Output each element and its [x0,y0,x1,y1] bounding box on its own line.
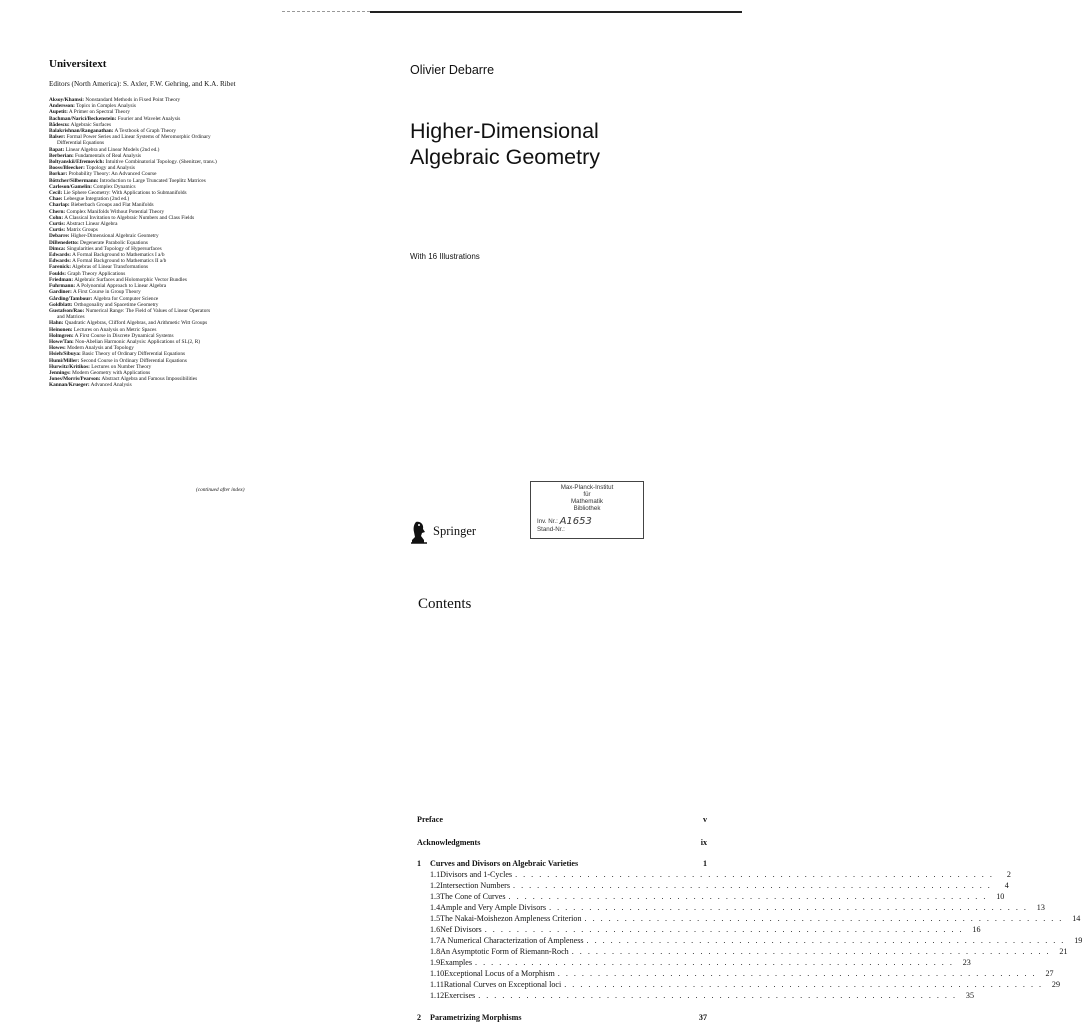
stamp-inv-label: Inv. Nr.: [537,518,558,525]
toc-entry [417,947,1068,957]
series-item-title: Linear Algebra and Linear Models (2nd ed.) [65,146,160,153]
toc-title: Examples [440,958,473,967]
toc-number: 1.2 [430,881,441,890]
series-item-author: Aksoy/Khamsi: [49,97,85,103]
scan-artifact-line [370,11,742,13]
toc-title: Ample and Very Ample Divisors [440,903,547,912]
toc-title: Intersection Numbers [440,881,511,890]
toc-page: 23 [962,958,971,967]
toc-title: Divisors and 1-Cycles [440,870,513,879]
series-item-title: Complex Dynamics [93,183,136,190]
toc-title: The Cone of Curves [440,892,506,901]
series-item-author: Balser: [49,134,66,141]
series-item-author: Balakrishnan/Ranganathan: [49,128,114,135]
toc-title: Curves and Divisors on Algebraic Varieties [430,859,579,868]
toc-title: Nef Divisors [440,925,482,934]
series-item-title: Abstract Linear Algebra [66,221,118,228]
stamp-line-1: Max-Planck-Institut [560,484,614,491]
series-item-title: Algebraic Surfaces [70,121,112,128]
toc-page: 13 [1036,903,1045,912]
series-item-title: Numerical Range: The Field of Values of Linear Operators [85,307,211,314]
series-item-author: Edwards: [49,252,72,259]
toc-title: An Asymptotic Form of Riemann-Roch [440,947,569,956]
toc-leader: . . . . . . . . . . . . . . . . . . . . . . . . . . . . . . . . . . . . . . . . . . . . . . . . . . . . . . . . . . . . [478,991,957,1000]
series-item-title: Introduction to Large Truncated Toeplitz Matrices [99,177,206,184]
toc-title: A Numerical Characterization of Ampleness [440,936,584,945]
series-item-author: Bădescu: [49,121,70,128]
toc-page: 21 [1059,947,1068,956]
series-item-title: Topics in Complex Analysis [76,103,136,110]
series-item-title: Degenerate Parabolic Equations [80,239,148,246]
series-item-title: Lebesgue Integration (2nd ed.) [63,196,130,203]
series-item-title: Topology and Analysis [86,165,135,172]
series-item-title: Complex Manifolds Without Potential Theory [66,208,165,215]
series-item-author: Cecil: [49,190,63,197]
series-item-author: Böttcher/Silbermann: [49,177,99,184]
toc-title: Exercises [444,991,476,1000]
series-item-author: Booss/Bleecker: [49,165,85,172]
series-item-author: Berberian: [49,152,74,159]
series-title: Universitext [49,58,107,70]
series-item-continuation: Differential Equations [57,140,105,147]
toc-entry [417,958,971,968]
series-item-title: Formal Power Series and Linear Systems of Meromorphic Ordinary [66,134,211,141]
toc-number: 1 [417,859,422,868]
series-item-title: Fundamentals of Real Analysis [75,152,142,159]
series-item-author: Hsieh/Sibuya: [49,351,81,358]
toc-leader: . . . . . . . . . . . . . . . . . . . . . . . . . . . . . . . . . . . . . . . . . . . . . . . . . . . . . . . . . . . . [549,903,1028,912]
series-item-author: Bachman/Narici/Beckenstein: [49,115,117,122]
toc-page: 14 [1072,914,1081,923]
toc-leader: . . . . . . . . . . . . . . . . . . . . . . . . . . . . . . . . . . . . . . . . . . . . . . . . . . . . . . . . . . . . [584,914,1064,923]
toc-entry [417,980,1061,990]
series-item-author: Edwards: [49,258,72,265]
toc-entry [417,815,707,825]
toc-leader: . . . . . . . . . . . . . . . . . . . . . . . . . . . . . . . . . . . . . . . . . . . . . . . . . . . . . . . . . . . . [564,980,1044,989]
series-item-author: Cohn: [49,214,64,221]
series-item-title: Matrix Groups [66,227,98,234]
toc-entry [417,936,1082,946]
series-item-title: Probability Theory: An Advanced Course [68,171,157,178]
series-item-author: Howes: [49,345,66,352]
series-item-author: Curtis: [49,221,66,228]
series-item-title: Second Course in Ordinary Differential Equations [80,357,187,364]
series-item-title: Fourier and Wavelet Analysis [117,115,181,122]
series-item-author: Andersson: [49,103,75,110]
toc-entry [417,838,707,848]
toc-entry [417,903,1045,913]
continued-note: (continued after index) [196,487,245,493]
toc-number: 1.9 [430,958,441,967]
series-item-author: Gardiner: [49,289,72,296]
series-item-title: Modern Analysis and Topology [67,345,134,352]
series-item-author: Jones/Morris/Pearson: [49,376,101,383]
toc-page: 1 [702,859,707,868]
series-item-author: Chern: [49,208,66,215]
library-stamp [530,481,644,539]
series-item-title: A Formal Background to Mathematics II a/b [72,258,167,265]
series-item-title: Quadratic Algebras, Clifford Algebras, and Arithmetic Witt Groups [64,320,208,327]
series-item-title: Non-Abelian Harmonic Analysis: Applications of SL(2, R) [75,338,201,345]
series-item-title: A Textbook of Graph Theory [114,128,177,135]
series-item-author: Bapat: [49,146,65,153]
series-item-author: Hurwitz/Kritikos: [49,363,90,370]
book-author: Olivier Debarre [410,63,495,77]
series-item-author: Gustafson/Rao: [49,307,85,314]
series-item-title: Nonstandard Methods in Fixed Point Theory [85,97,181,103]
toc-page: 35 [965,991,974,1000]
series-item-author: Hahn: [49,320,64,327]
series-item-author: Curtis: [49,227,66,234]
series-item-title: A Classical Invitation to Algebraic Numbers and Class Fields [64,214,195,221]
springer-knight-icon [409,520,429,544]
toc-page: 16 [972,925,981,934]
series-item-title: Lectures on Number Theory [91,363,152,370]
toc-number: 1.6 [430,925,441,934]
toc-entry [417,914,1081,924]
series-item-author: Aupetit: [49,109,68,116]
toc-number: 1.12 [430,991,445,1000]
toc-leader: . . . . . . . . . . . . . . . . . . . . . . . . . . . . . . . . . . . . . . . . . . . . . . . . . . . . . . . . . . . . [557,969,1037,978]
toc-entry [417,991,974,1001]
series-item-title: Abstract Algebra and Famous Impossibilities [101,376,198,383]
series-item-title: A First Course in Discrete Dynamical Systems [74,332,174,339]
series-item-title: Algebraic Surfaces and Holomorphic Vector Bundles [74,276,187,283]
stamp-inventory [537,515,592,526]
series-item-author: Howe/Tan: [49,338,74,345]
toc-leader: . . . . . . . . . . . . . . . . . . . . . . . . . . . . . . . . . . . . . . . . . . . . . . . . . . . . . . . . . . . . [571,947,1051,956]
toc-leader: . . . . . . . . . . . . . . . . . . . . . . . . . . . . . . . . . . . . . . . . . . . . . . . . . . . . . . . . . . . . [515,870,994,879]
toc-page: 10 [996,892,1005,901]
toc-number: 1.4 [430,903,441,912]
toc-title: Acknowledgments [417,838,481,847]
book-title [410,118,600,170]
series-item-title: Orthogonality and Spacetime Geometry [73,301,159,308]
stamp-line-2: für [583,491,591,498]
series-item-title: Algebras of Linear Transformations [72,264,149,271]
series-item-title: Modern Geometry with Applications [72,369,151,376]
series-item-author: Jennings: [49,369,71,376]
book-title-line-2: Algebraic Geometry [410,145,600,169]
series-item-author: Holmgren: [49,332,74,339]
toc-entry [417,925,981,935]
toc-page: 37 [698,1013,707,1022]
toc-title: Preface [417,815,443,824]
series-item-author: Charlap: [49,202,70,209]
series-item-author: Gårding/Tambour: [49,295,93,302]
series-item-author: Kannan/Krueger: [49,382,90,389]
toc-number: 1.11 [430,980,444,989]
series-item-author: Chae: [49,196,63,203]
series-item-title: Graph Theory Applications [67,270,126,277]
toc-leader: . . . . . . . . . . . . . . . . . . . . . . . . . . . . . . . . . . . . . . . . . . . . . . . . . . . . . . . . . . . . [475,958,954,967]
toc-number: 1.10 [430,969,445,978]
scan-artifact-dash [282,11,370,13]
toc-number: 2 [417,1013,422,1022]
toc-page: 27 [1045,969,1054,978]
toc-leader: . . . . . . . . . . . . . . . . . . . . . . . . . . . . . . . . . . . . . . . . . . . . . . . . . . . . . . . . . . . . [513,881,992,890]
series-editors: Editors (North America): S. Axler, F.W. Gehring, and K.A. Ribet [49,80,236,88]
toc-entry [417,1013,707,1023]
series-item-author: Goldblatt: [49,301,73,308]
publisher-name: Springer [433,524,477,538]
series-item-author: Heinonen: [49,326,73,333]
series-item-author: DiBenedetto: [49,239,79,246]
series-item-author: Fuhrmann: [49,283,76,290]
toc-leader: . . . . . . . . . . . . . . . . . . . . . . . . . . . . . . . . . . . . . . . . . . . . . . . . . . . . . . . . . . . . [484,925,964,934]
toc-number: 1.1 [430,870,441,879]
illustrations-note: With 16 Illustrations [410,252,480,261]
series-item-title: A Polynomial Approach to Linear Algebra [76,283,167,290]
stamp-inv-number: A1653 [559,516,592,527]
series-item-title: Lie Sphere Geometry: With Applications to Submanifolds [63,190,187,197]
toc-title: Rational Curves on Exceptional loci [443,980,562,989]
series-item-title: Lectures on Analysis on Metric Spaces [73,326,157,333]
series-item-continuation: and Matrices [57,314,85,321]
series-book-list [49,97,294,389]
stamp-line-3: Mathematik [571,498,603,505]
toc-number: 1.7 [430,936,441,945]
toc-entry [417,859,707,869]
series-item-title: Basic Theory of Ordinary Differential Equations [82,351,186,358]
toc-page: 4 [1004,881,1009,890]
toc-page: v [702,815,707,824]
series-item-author: Debarre: [49,233,70,240]
book-title-line-1: Higher-Dimensional [410,119,599,143]
toc-title: Parametrizing Morphisms [430,1013,522,1022]
stamp-stand [537,526,565,533]
toc-entry [417,881,1009,891]
series-item-author: Carleson/Gamelin: [49,183,92,190]
toc-page: ix [700,838,707,847]
series-item-author: Humi/Miller: [49,357,80,364]
series-item-title: Intuitive Combinatorial Topology. (Shenitzer, trans.) [105,159,217,166]
toc-leader: . . . . . . . . . . . . . . . . . . . . . . . . . . . . . . . . . . . . . . . . . . . . . . . . . . . . . . . . . . . . [586,936,1066,945]
series-item-title: Bieberbach Groups and Flat Manifolds [70,202,154,209]
stamp-line-4: Bibliothek [573,505,601,512]
series-item-title: A Formal Background to Mathematics I a/b [72,252,165,259]
series-item-title: Singularities and Topology of Hypersurfaces [66,245,162,252]
contents-heading: Contents [418,596,472,612]
stamp-stand-label: Stand-Nr.: [537,526,565,533]
toc-page: 29 [1051,980,1061,989]
series-item [49,382,294,388]
toc-leader: . . . . . . . . . . . . . . . . . . . . . . . . . . . . . . . . . . . . . . . . . . . . . . . . . . . . . . . . . . . . [508,892,988,901]
series-item-author: Boltyanskii/Efremovich: [49,159,105,166]
toc-page: 2 [1006,870,1011,879]
toc-title: The Nakai-Moishezon Ampleness Criterion [440,914,582,923]
series-item-title: A First Course in Group Theory [73,289,141,296]
toc-number: 1.8 [430,947,441,956]
toc-number: 1.3 [430,892,441,901]
series-item-title: A Primer on Spectral Theory [68,109,130,116]
series-item-author: Dimca: [49,245,66,252]
toc-entry [417,870,1011,880]
series-item-author: Farenick: [49,264,71,271]
toc-title: Exceptional Locus of a Morphism [444,969,555,978]
series-item-author: Borkar: [49,171,68,178]
series-item-author: Friedman: [49,276,74,283]
series-item-title: Higher-Dimensional Algebraic Geometry [70,233,159,240]
toc-entry [417,892,1005,902]
series-item-title: Algebra for Computer Science [93,295,159,302]
series-item-author: Foulds: [49,270,67,277]
series-item-title: Advanced Analysis [90,382,132,389]
toc-number: 1.5 [430,914,441,923]
toc-page: 19 [1074,936,1082,945]
toc-entry [417,969,1054,979]
